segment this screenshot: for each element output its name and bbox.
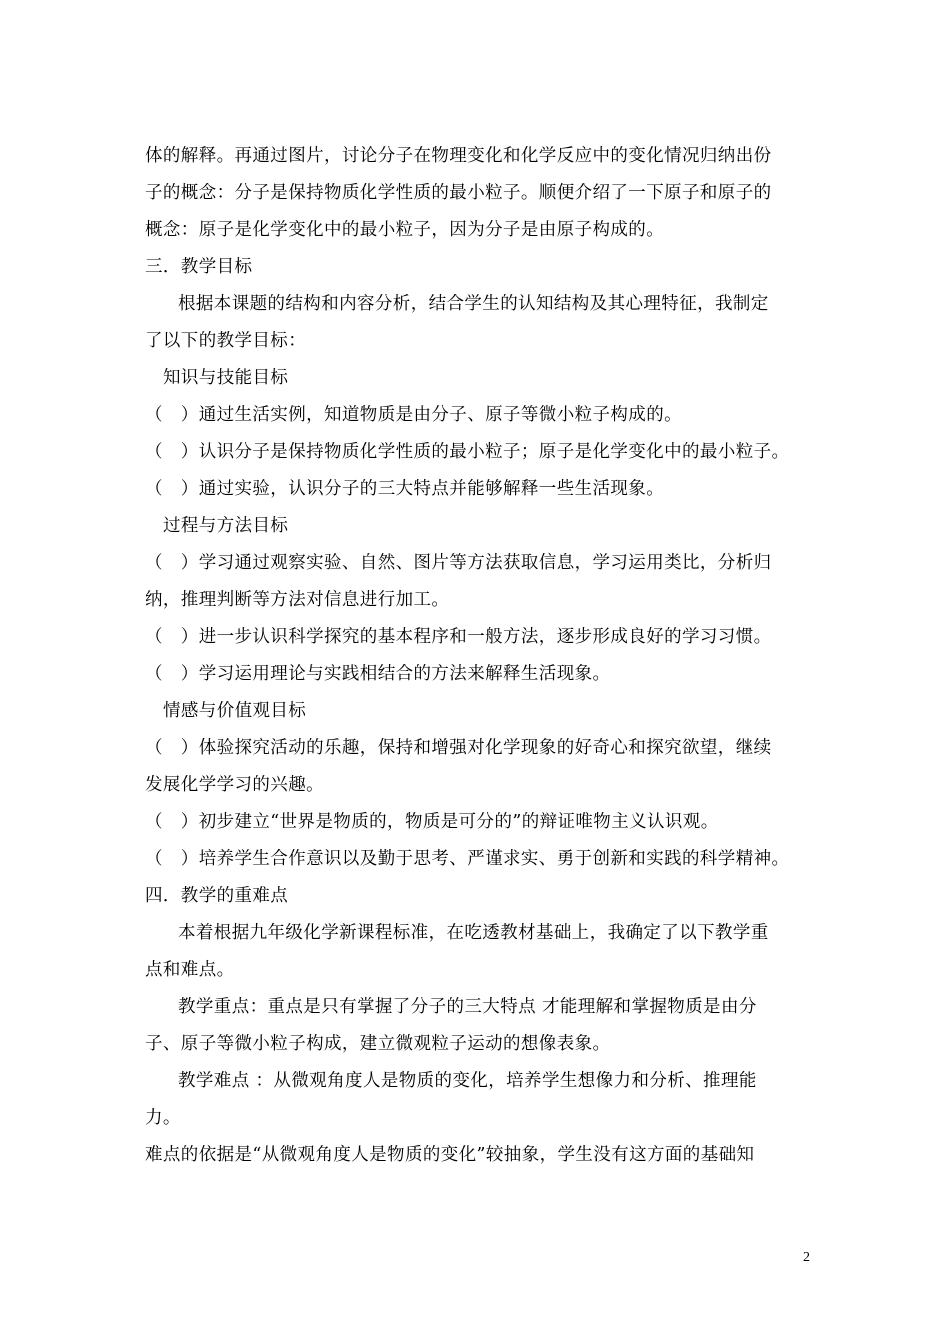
- paragraph-line: 体的解释。再通过图片，讨论分子在物理变化和化学反应中的变化情况归纳出份: [145, 146, 772, 166]
- list-item: （ ）学习运用理论与实践相结合的方法来解释生活现象。: [145, 664, 611, 684]
- paragraph-line: 难点的依据是“从微观角度人是物质的变化”较抽象，学生没有这方面的基础知: [145, 1145, 755, 1165]
- page-number: 2: [803, 1250, 810, 1265]
- section-heading: 四．教学的重难点: [145, 886, 289, 906]
- paragraph-line: 子、原子等微小粒子构成，建立微观粒子运动的想像表象。: [145, 1034, 611, 1054]
- paragraph-line: 点和难点。: [145, 960, 235, 980]
- paragraph-line: 概念：原子是化学变化中的最小粒子，因为分子是由原子构成的。: [145, 220, 665, 240]
- paragraph-line: 了以下的教学目标：: [145, 331, 307, 351]
- paragraph-line: 子的概念：分子是保持物质化学性质的最小粒子。顺便介绍了一下原子和原子的: [145, 183, 772, 203]
- paragraph-line: 力。: [145, 1108, 181, 1128]
- list-item: （ ）体验探究活动的乐趣，保持和增强对化学现象的好奇心和探究欲望，继续: [145, 738, 772, 758]
- subsection-heading: 过程与方法目标: [163, 516, 289, 536]
- paragraph-line: 本着根据九年级化学新课程标准，在吃透教材基础上，我确定了以下教学重: [178, 923, 769, 943]
- section-heading: 三．教学目标: [145, 257, 253, 277]
- list-item: （ ）学习通过观察实验、自然、图片等方法获取信息，学习运用类比，分析归: [145, 553, 772, 573]
- list-item: （ ）认识分子是保持物质化学性质的最小粒子；原子是化学变化中的最小粒子。: [145, 442, 790, 462]
- subsection-heading: 知识与技能目标: [163, 368, 289, 388]
- list-item: （ ）通过实验，认识分子的三大特点并能够解释一些生活现象。: [145, 479, 665, 499]
- list-item-continuation: 纳，推理判断等方法对信息进行加工。: [145, 590, 450, 610]
- list-item: （ ）进一步认识科学探究的基本程序和一般方法，逐步形成良好的学习习惯。: [145, 627, 772, 647]
- list-item-continuation: 发展化学学习的兴趣。: [145, 775, 324, 795]
- list-item: （ ）初步建立“世界是物质的，物质是可分的”的辩证唯物主义认识观。: [145, 812, 719, 832]
- list-item: （ ）培养学生合作意识以及勤于思考、严谨求实、勇于创新和实践的科学精神。: [145, 849, 790, 869]
- list-item: （ ）通过生活实例，知道物质是由分子、原子等微小粒子构成的。: [145, 405, 682, 425]
- subsection-heading: 情感与价值观目标: [163, 701, 307, 721]
- paragraph-line: 教学难点 ：从微观角度人是物质的变化，培养学生想像力和分析、推理能: [178, 1071, 757, 1091]
- paragraph-line: 教学重点：重点是只有掌握了分子的三大特点 才能理解和掌握物质是由分: [178, 997, 757, 1017]
- paragraph-line: 根据本课题的结构和内容分析，结合学生的认知结构及其心理特征，我制定: [178, 294, 769, 314]
